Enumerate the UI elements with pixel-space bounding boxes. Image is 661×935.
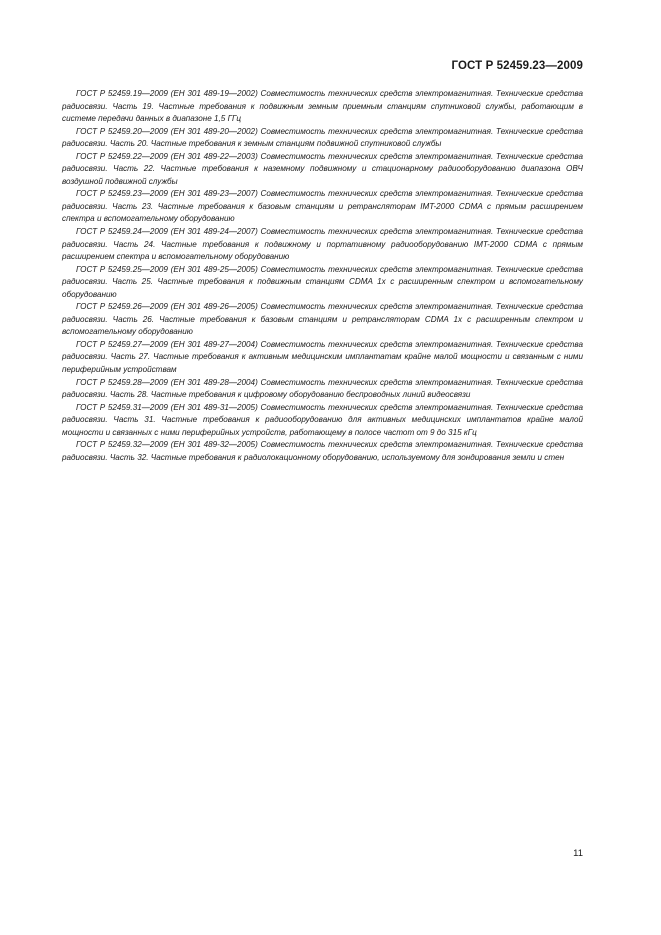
reference-item: ГОСТ Р 52459.27—2009 (ЕН 301 489-27—2004) Совместимость технических средств электромагнитная. Технические средства радиосвязи. Часть 27. Частные требования к активным медицинским имплантатам крайне малой мощности и связанным с ними периферийным устройствам	[62, 339, 583, 375]
reference-item: ГОСТ Р 52459.20—2009 (ЕН 301 489-20—2002) Совместимость технических средств электромагнитная. Технические средства радиосвязи. Часть 20. Частные требования к земным станциям подвижной спутниковой службы	[62, 126, 583, 149]
reference-item: ГОСТ Р 52459.28—2009 (ЕН 301 489-28—2004) Совместимость технических средств электромагнитная. Технические средства радиосвязи. Часть 28. Частные требования к цифровому оборудованию беспроводных линий видеосвязи	[62, 377, 583, 400]
reference-item: ГОСТ Р 52459.24—2009 (ЕН 301 489-24—2007) Совместимость технических средств электромагнитная. Технические средства радиосвязи. Часть 24. Частные требования к подвижному и портативному радиооборудованию IMT-2000 CDMA с прямым расширением спектра и вспомогательному оборудованию	[62, 227, 583, 262]
document-header: ГОСТ Р 52459.23—2009	[451, 60, 583, 72]
reference-item: ГОСТ Р 52459.19—2009 (ЕН 301 489-19—2002) Совместимость технических средств электромагнитная. Технические средства радиосвязи. Часть 19. Частные требования к подвижным земным приемным станциям спутниковой службы, работающим в системе передачи данных в диапазоне 1,5 ГГц	[62, 89, 583, 124]
references-list	[62, 88, 583, 464]
reference-item: ГОСТ Р 52459.22—2009 (ЕН 301 489-22—2003) Совместимость технических средств электромагнитная. Технические средства радиосвязи. Часть 22. Частные требования к наземному подвижному и стационарному радиооборудованию диапазона ОВЧ воздушной подвижной службы	[62, 151, 583, 186]
page-number: 11	[573, 848, 583, 859]
reference-item: ГОСТ Р 52459.26—2009 (ЕН 301 489-26—2005) Совместимость технических средств электромагнитная. Технические средства радиосвязи. Часть 26. Частные требования к базовым станциям и ретрансляторам CDMA 1x с расширенным спектром и вспомогательному оборудованию	[62, 302, 583, 337]
reference-item: ГОСТ Р 52459.31—2009 (ЕН 301 489-31—2005) Совместимость технических средств электромагнитная. Технические средства радиосвязи. Часть 31. Частные требования к радиооборудованию для активных медицинских имплантатов крайне малой мощности и связанных с ними периферийных устройств, работающему в полосе частот от 9 до 315 кГц	[62, 402, 583, 437]
reference-item: ГОСТ Р 52459.32—2009 (ЕН 301 489-32—2005) Совместимость технических средств электромагнитная. Технические средства радиосвязи. Часть 32. Частные требования к радиолокационному оборудованию, используемому для зондирования земли и стен	[62, 440, 583, 462]
reference-item: ГОСТ Р 52459.25—2009 (ЕН 301 489-25—2005) Совместимость технических средств электромагнитная. Технические средства радиосвязи. Часть 25. Частные требования к подвижным станциям CDMA 1x с расширенным спектром и вспомогательному оборудованию	[62, 264, 583, 299]
reference-item: ГОСТ Р 52459.23—2009 (ЕН 301 489-23—2007) Совместимость технических средств электромагнитная. Технические средства радиосвязи. Часть 23. Частные требования к базовым станциям и ретрансляторам IMT-2000 CDMA с прямым расширением спектра и вспомогательному оборудованию	[62, 189, 583, 224]
